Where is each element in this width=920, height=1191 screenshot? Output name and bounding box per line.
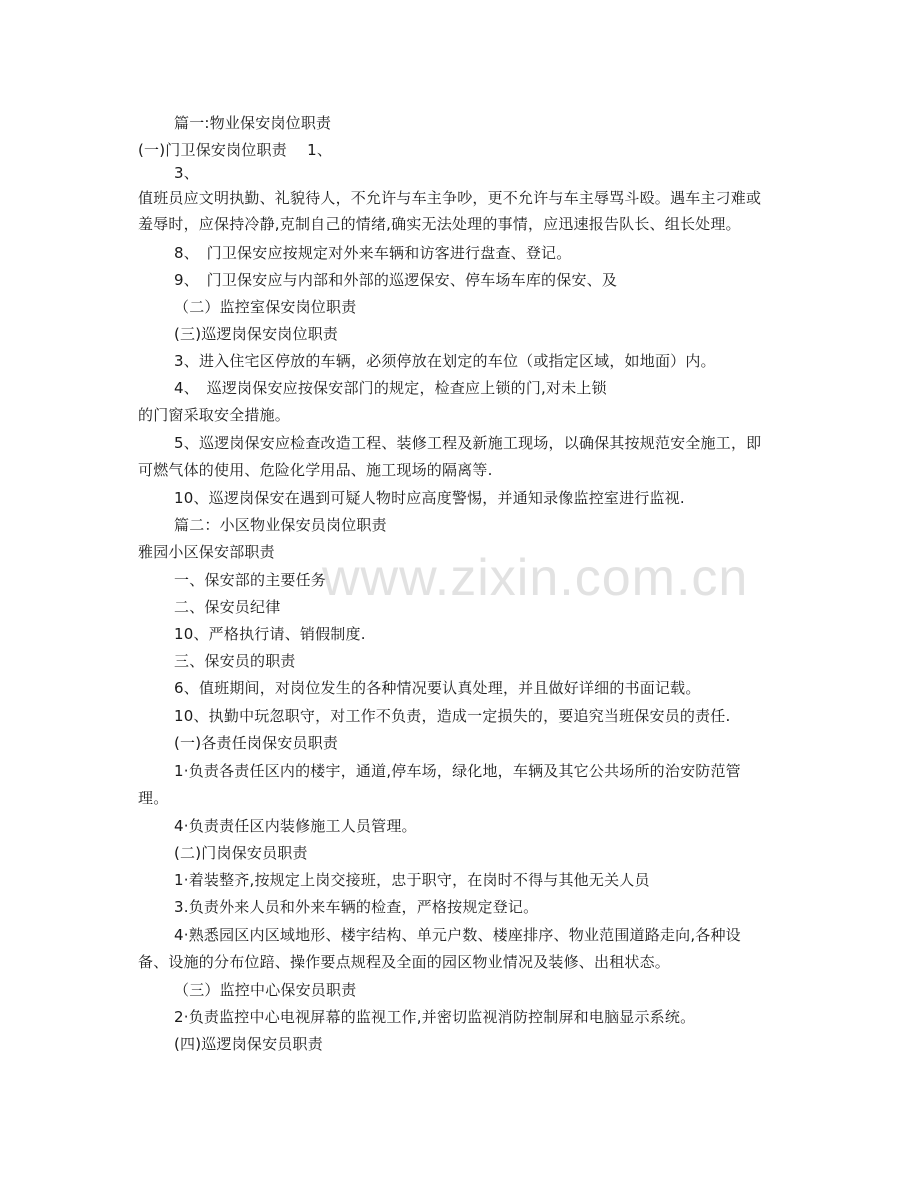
paragraph-line: 一、保安部的主要任务 <box>174 571 327 589</box>
paragraph-line: 2·负责监控中心电视屏幕的监视工作,并密切监视消防控制屏和电脑显示系统。 <box>174 1008 696 1026</box>
paragraph-line: 的门窗采取安全措施。 <box>138 406 291 424</box>
paragraph-line: 羞辱时，应保持冷静,克制自己的情绪,确实无法处理的事情，应迅速报告队长、组长处理。 <box>138 215 741 233</box>
paragraph-line: 3.负责外来人员和外来车辆的检查，严格按规定登记。 <box>174 898 539 916</box>
paragraph-line: 4·熟悉园区内区域地形、楼宇结构、单元户数、楼座排序、物业范围道路走向,各种设 <box>174 926 741 944</box>
paragraph-line: 3、 <box>174 164 199 182</box>
section-heading-1: 篇一:物业保安岗位职责 <box>174 114 332 132</box>
paragraph-line: 10、严格执行请、销假制度. <box>174 625 366 643</box>
paragraph-line: 1·负责各责任区内的楼宇，通道,停车场，绿化地，车辆及其它公共场所的治安防范管 <box>174 762 741 780</box>
sub-heading: (三)巡逻岗保安岗位职责 <box>174 325 339 343</box>
sub-heading: (四)巡逻岗保安员职责 <box>174 1035 323 1053</box>
sub-heading: （三）监控中心保安员职责 <box>174 981 357 999</box>
sub-heading: (一)各责任岗保安员职责 <box>174 734 339 752</box>
paragraph-line: 6、值班期间，对岗位发生的各种情况要认真处理，并且做好详细的书面记载。 <box>174 679 701 697</box>
paragraph-line: 5、巡逻岗保安应检查改造工程、装修工程及新施工现场，以确保其按规范安全施工，即 <box>174 434 762 452</box>
paragraph-line: 9、 门卫保安应与内部和外部的巡逻保安、停车场车库的保安、及 <box>174 271 618 289</box>
paragraph-line: 三、保安员的职责 <box>174 652 296 670</box>
paragraph-line: 4、 巡逻岗保安应按保安部门的规定，检查应上锁的门,对未上锁 <box>174 379 607 397</box>
paragraph-line: 可燃气体的使用、危险化学用品、施工现场的隔离等. <box>138 461 493 479</box>
paragraph-line: 10、执勤中玩忽职守，对工作不负责，造成一定损失的，要追究当班保安员的责任. <box>174 707 731 725</box>
paragraph-line: 二、保安员纪律 <box>174 598 281 616</box>
section-heading-2: 篇二：小区物业保安员岗位职责 <box>174 516 387 534</box>
paragraph-line: 1·着装整齐,按规定上岗交接班，忠于职守，在岗时不得与其他无关人员 <box>174 871 650 889</box>
paragraph-line: 4·负责责任区内装修施工人员管理。 <box>174 817 417 835</box>
paragraph-line: 10、巡逻岗保安在遇到可疑人物时应高度警惕，并通知录像监控室进行监视. <box>174 489 685 507</box>
paragraph-line: 3、进入住宅区停放的车辆，必须停放在划定的车位（或指定区域，如地面）内。 <box>174 352 716 370</box>
paragraph-line: 8、 门卫保安应按规定对外来车辆和访客进行盘查、登记。 <box>174 244 572 262</box>
sub-heading: (二)门岗保安员职责 <box>174 844 308 862</box>
paragraph-line: 雅园小区保安部职责 <box>138 543 275 561</box>
sub-heading: （二）监控室保安岗位职责 <box>174 298 357 316</box>
paragraph-line: 值班员应文明执勤、礼貌待人，不允许与车主争吵，更不允许与车主辱骂斗殴。遇车主刁难或 <box>138 189 762 207</box>
paragraph-line: (一)门卫保安岗位职责 1、 <box>138 141 333 159</box>
paragraph-line: 理。 <box>138 789 169 807</box>
watermark: www.zixin.com.cn <box>322 549 749 607</box>
paragraph-line: 备、设施的分布位踣、操作要点规程及全面的园区物业情况及装修、出租状态。 <box>138 953 671 971</box>
